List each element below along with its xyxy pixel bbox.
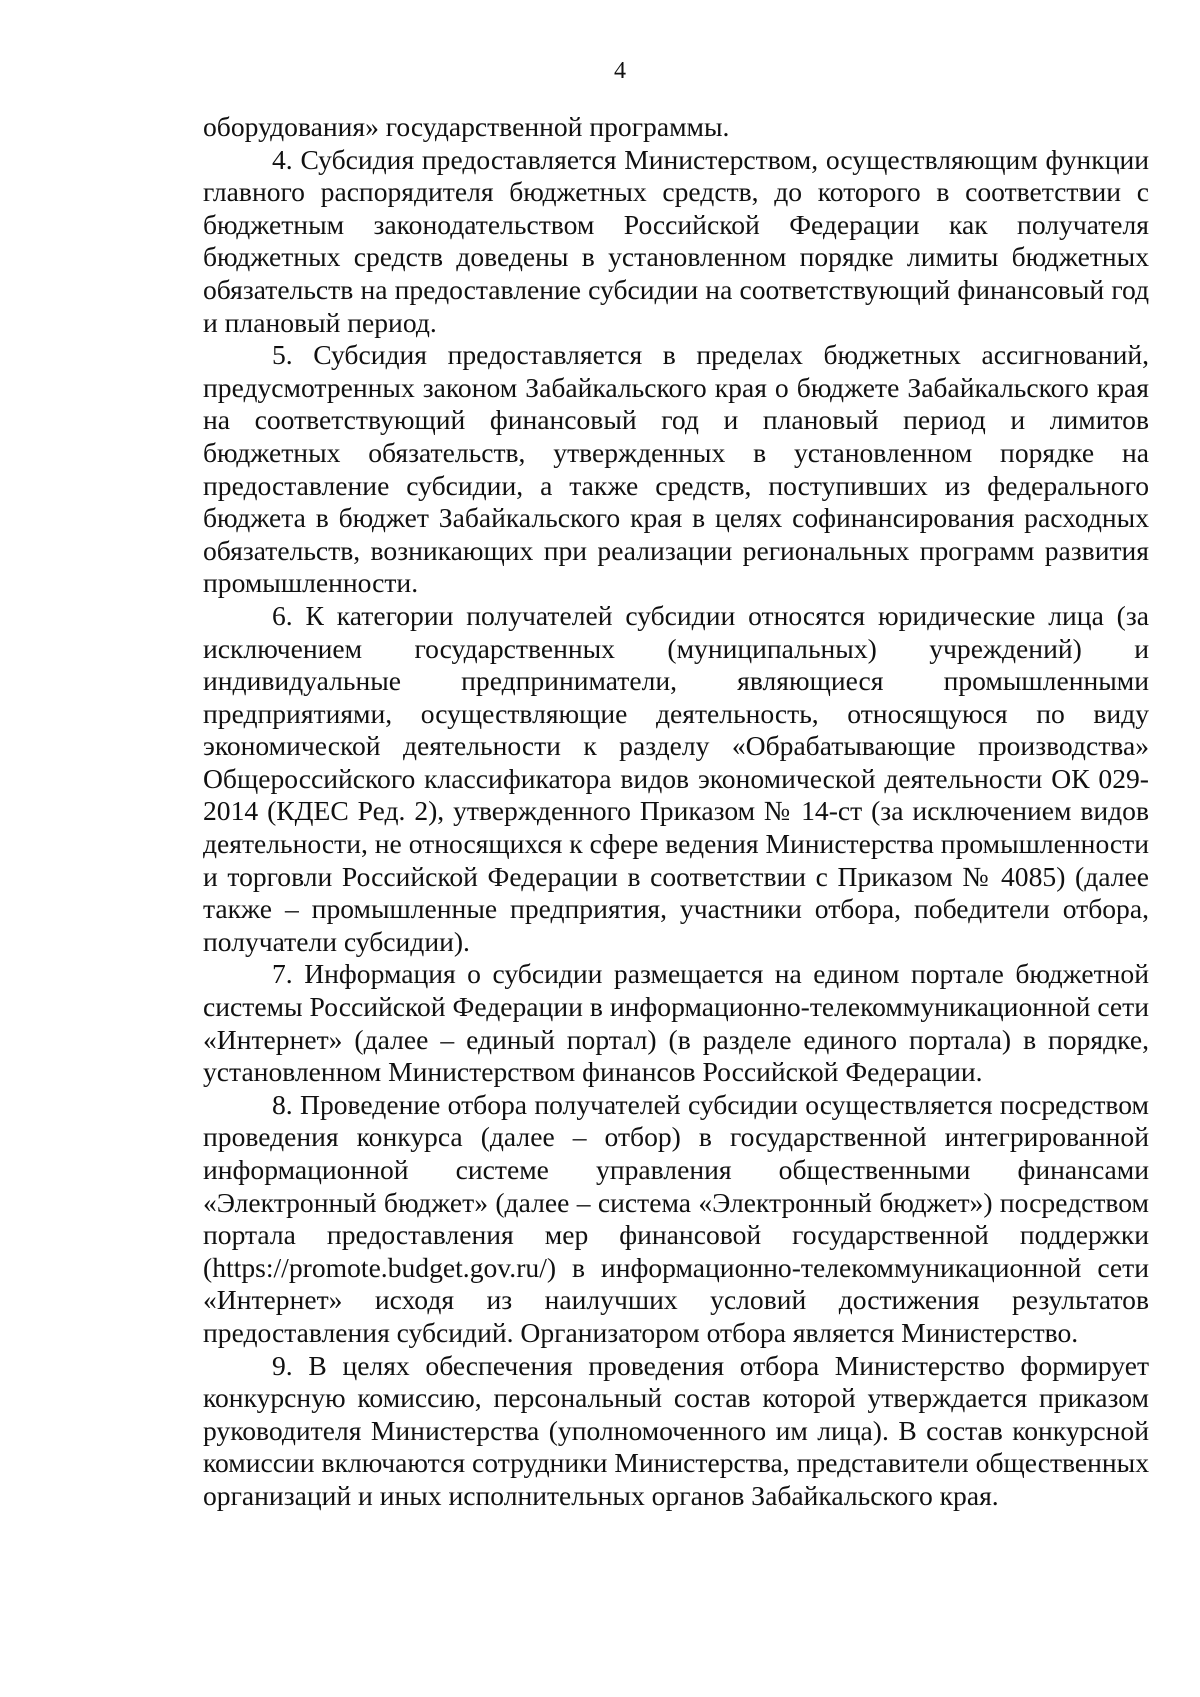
paragraph-item-7: 7. Информация о субсидии размещается на едином портале бюджетной системы Российской Федерации в информационно-телекоммуникационной сети «Интернет» (далее – единый портал) (в разделе единого портала) в порядке, установленном Министерством финансов Российской Федерации. <box>203 958 1149 1088</box>
paragraph-item-4: 4. Субсидия предоставляется Министерством, осуществляющим функции главного распорядителя бюджетных средств, до которого в соответствии с бюджетным законодательством Российской Федерации как получателя бюджетных средств доведены в установленном порядке лимиты бюджетных обязательств на предоставление субсидии на соответствующий финансовый год и плановый период. <box>203 143 1149 338</box>
paragraph-item-5: 5. Субсидия предоставляется в пределах бюджетных ассигнований, предусмотренных законом Забайкальского края о бюджете Забайкальского края на соответствующий финансовый год и плановый период и лимитов бюджетных обязательств, утвержденных в установленном порядке на предоставление субсидии, а также средств, поступивших из федерального бюджета в бюджет Забайкальского края в целях софинансирования расходных обязательств, возникающих при реализации региональных программ развития промышленности. <box>203 339 1149 599</box>
paragraph-continuation: оборудования» государственной программы. <box>203 111 730 142</box>
document-body <box>203 111 1149 1513</box>
paragraph-item-9: 9. В целях обеспечения проведения отбора Министерство формирует конкурсную комиссию, персональный состав которой утверждается приказом руководителя Министерства (уполномоченного им лица). В состав конкурсной комиссии включаются сотрудники Министерства, представители общественных организаций и иных исполнительных органов Забайкальского края. <box>203 1349 1149 1511</box>
page-number: 4 <box>614 58 626 84</box>
paragraph-item-8: 8. Проведение отбора получателей субсидии осуществляется посредством проведения конкурса (далее – отбор) в государственной интегрированной информационной системе управления общественными финансами «Электронный бюджет» (далее – система «Электронный бюджет») посредством портала предоставления мер финансовой государственной поддержки (https://promote.budget.gov.ru/) в информационно-телекоммуникационной сети «Интернет» исходя из наилучших условий достижения результатов предоставления субсидий. Организатором отбора является Министерство. <box>203 1088 1149 1348</box>
paragraph-item-6: 6. К категории получателей субсидии относятся юридические лица (за исключением государственных (муниципальных) учреждений) и индивидуальные предприниматели, являющиеся промышленными предприятиями, осуществляющие деятельность, относящуюся по виду экономической деятельности к разделу «Обрабатывающие производства» Общероссийского классификатора видов экономической деятельности ОК 029-2014 (КДЕС Ред. 2), утвержденного Приказом № 14-ст (за исключением видов деятельности, не относящихся к сфере ведения Министерства промышленности и торговли Российской Федерации в соответствии с Приказом № 4085) (далее также – промышленные предприятия, участники отбора, победители отбора, получатели субсидии). <box>203 599 1149 957</box>
